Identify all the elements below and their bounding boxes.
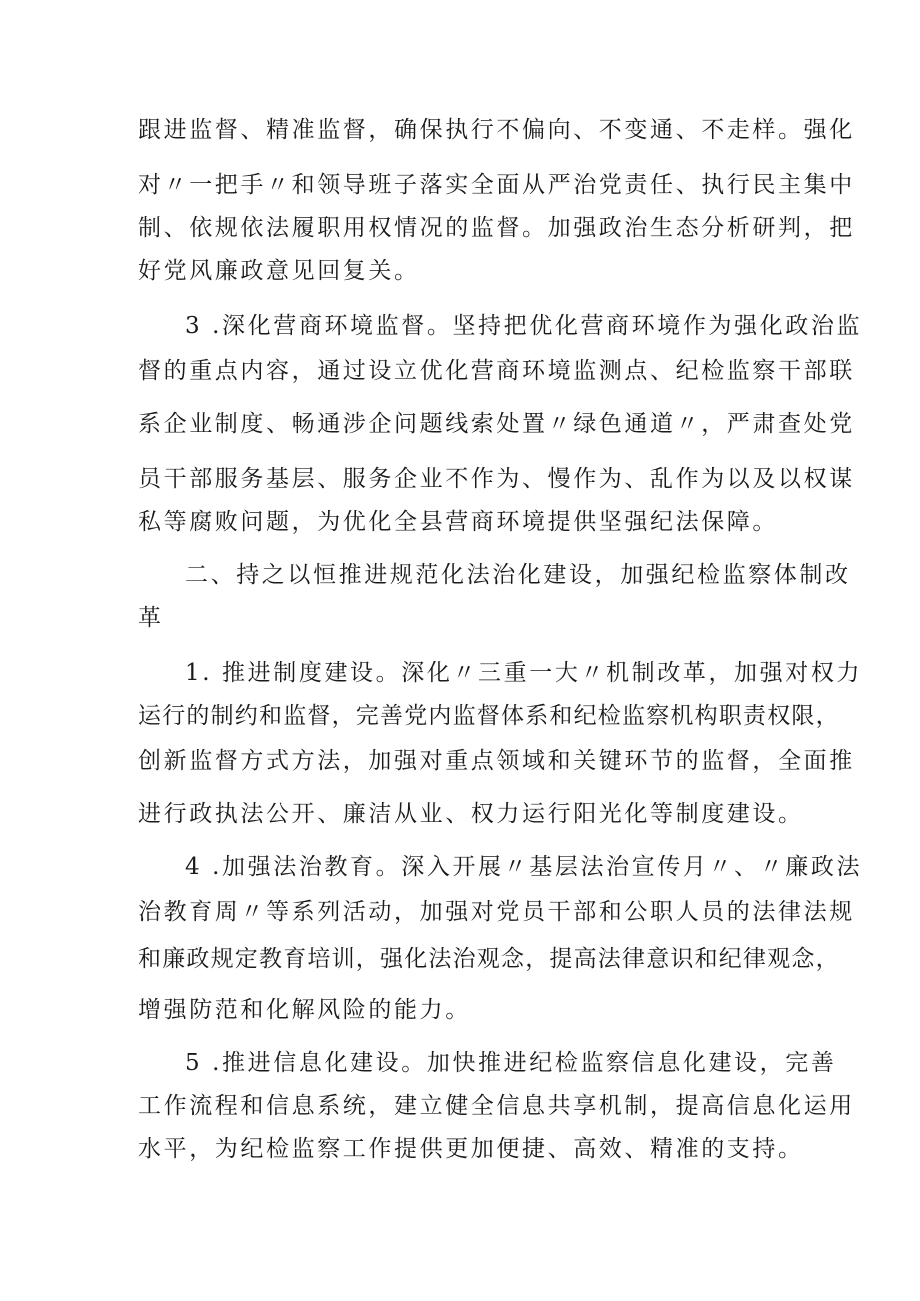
text-line: 1. 推进制度建设。深化〃三重一大〃机制改革，加强对权力 <box>185 660 863 686</box>
text-line: 工作流程和信息系统，建立健全信息共享机制，提高信息化运用 <box>138 1093 855 1119</box>
text-line: 5 .推进信息化建设。加快推进纪检监察信息化建设，完善 <box>185 1050 837 1076</box>
section-heading-continued: 革 <box>138 605 164 631</box>
text-line: 增强防范和化解风险的能力。 <box>138 997 471 1023</box>
text-line: 治教育周〃等系列活动，加强对党员干部和公职人员的法律法规 <box>138 899 855 925</box>
text-line: 水平，为纪检监察工作提供更加便捷、高效、精准的支持。 <box>138 1136 804 1162</box>
text-line: 员干部服务基层、服务企业不作为、慢作为、乱作为以及以权谋 <box>138 466 855 492</box>
text-line: 督的重点内容，通过设立优化营商环境监测点、纪检监察干部联 <box>138 358 855 384</box>
text-line: 4 .加强法治教育。深入开展〃基层法治宣传月〃、〃廉政法 <box>185 854 863 880</box>
text-line: 好党风廉政意见回复关。 <box>138 258 420 284</box>
text-line: 私等腐败问题，为优化全县营商环境提供坚强纪法保障。 <box>138 509 778 535</box>
text-line: 创新监督方式方法，加强对重点领域和关键环节的监督，全面推 <box>138 748 855 774</box>
section-heading: 二、持之以恒推进规范化法治化建设，加强纪检监察体制改 <box>185 562 851 588</box>
text-line: 进行政执法公开、廉洁从业、权力运行阳光化等制度建设。 <box>138 801 804 827</box>
text-line: 跟进监督、精准监督，确保执行不偏向、不变通、不走样。强化 <box>138 117 855 143</box>
text-line: 对〃一把手〃和领导班子落实全面从严治党责任、执行民主集中 <box>138 172 855 198</box>
text-line: 3 .深化营商环境监督。坚持把优化营商环境作为强化政治监 <box>185 313 863 339</box>
text-line: 运行的制约和监督，完善党内监督体系和纪检监察机构职责权限， <box>138 703 840 729</box>
text-line: 系企业制度、畅通涉企问题线索处置〃绿色通道〃，严肃查处党 <box>138 411 855 437</box>
text-line: 制、依规依法履职用权情况的监督。加强政治生态分析研判，把 <box>138 215 855 241</box>
text-line: 和廉政规定教育培训，强化法治观念，提高法律意识和纪律观念， <box>138 946 840 972</box>
